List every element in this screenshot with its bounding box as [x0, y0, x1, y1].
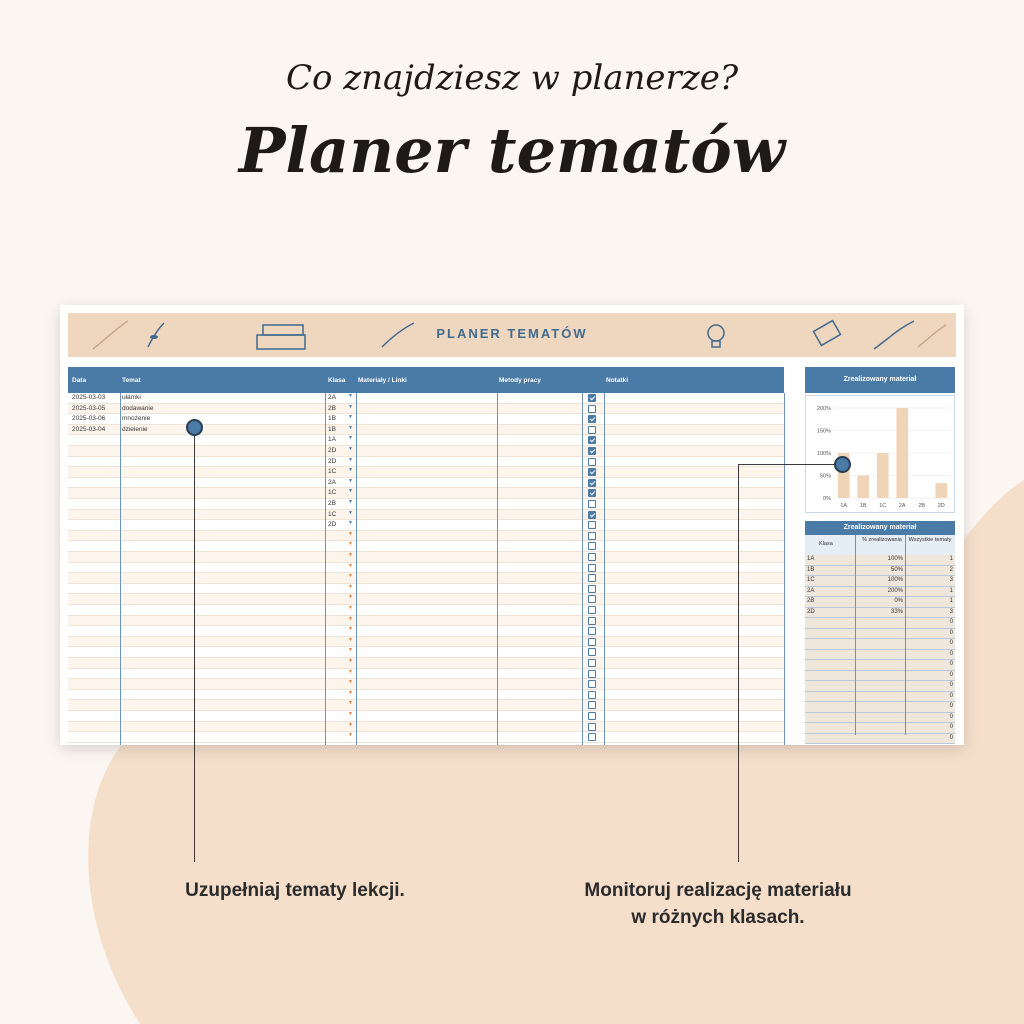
column-header-materials: Materiały / Linki [358, 377, 407, 384]
column-divider [604, 393, 605, 745]
chart-bar-1B [857, 476, 869, 499]
chart-y-tick-label: 0% [823, 496, 831, 502]
chart-bar-2D [935, 483, 947, 498]
summary-cell-cls: 1B [807, 566, 815, 573]
summary-cell-cls: 2D [807, 608, 815, 615]
row-date-cell: 2025-03-03 [72, 394, 106, 401]
table-row[interactable] [68, 637, 784, 648]
table-row[interactable] [68, 626, 784, 637]
done-checkbox[interactable] [588, 585, 596, 593]
class-dropdown-icon[interactable]: ▼ [348, 562, 353, 569]
chart-x-tick-label: 1B [859, 503, 867, 509]
summary-row [805, 587, 955, 598]
column-header-topic: Temat [122, 377, 141, 384]
table-row[interactable] [68, 488, 784, 499]
class-dropdown-icon[interactable]: ▼ [348, 530, 353, 537]
summary-cell-total: 0 [949, 661, 953, 667]
chart-x-tick-label: 2B [918, 503, 926, 509]
summary-row [805, 608, 955, 619]
completion-chart [805, 395, 955, 513]
row-class-cell: 1A [328, 436, 336, 444]
class-dropdown-icon[interactable]: ▼ [348, 700, 353, 707]
done-checkbox[interactable] [588, 723, 596, 731]
table-row[interactable] [68, 679, 784, 690]
summary-cell-cls: 2A [807, 587, 815, 594]
chart-title: Zrealizowany materiał [805, 367, 955, 393]
done-checkbox[interactable] [588, 691, 596, 699]
class-dropdown-icon[interactable]: ▼ [348, 573, 353, 580]
table-header [68, 367, 784, 393]
table-row[interactable] [68, 605, 784, 616]
table-row[interactable] [68, 457, 784, 468]
done-checkbox[interactable] [588, 574, 596, 582]
summary-cell-pct: 0% [894, 598, 903, 604]
summary-row [805, 629, 955, 640]
class-dropdown-icon[interactable]: ▼ [348, 689, 353, 696]
class-dropdown-icon[interactable]: ▼ [348, 583, 353, 590]
summary-cell-total: 0 [949, 713, 953, 720]
class-dropdown-icon[interactable]: ▼ [348, 658, 353, 664]
row-class-cell: 1C [328, 468, 337, 476]
chart-y-tick-label: 100% [816, 451, 831, 457]
planner-banner [68, 313, 956, 357]
summary-table-header [805, 535, 955, 555]
summary-row [805, 734, 955, 745]
column-divider [356, 393, 357, 745]
class-dropdown-icon[interactable]: ▼ [348, 393, 353, 399]
table-row[interactable] [68, 446, 784, 457]
summary-row [805, 692, 955, 703]
summary-row [805, 597, 955, 608]
chart-x-tick-label: 1C [879, 503, 887, 509]
class-dropdown-icon[interactable]: ▼ [348, 403, 353, 410]
done-checkbox[interactable] [588, 733, 596, 741]
summary-cell-pct: 100% [887, 556, 903, 562]
row-topic-cell: mnożenie [122, 415, 151, 423]
summary-cell-total: 0 [949, 724, 953, 730]
summary-cell-total: 3 [949, 577, 953, 583]
summary-divider [905, 535, 906, 735]
row-class-cell: 2B [328, 500, 336, 507]
done-checkbox[interactable] [588, 627, 596, 635]
done-checkbox[interactable] [588, 532, 596, 540]
chart-x-tick-label: 1A [840, 503, 848, 509]
table-row[interactable] [68, 563, 784, 574]
done-checkbox[interactable] [588, 680, 596, 688]
done-checkbox[interactable] [588, 595, 596, 603]
class-dropdown-icon[interactable]: ▼ [348, 488, 353, 495]
summary-col-class: Klasa [819, 541, 833, 547]
chart-x-tick-label: 2A [898, 503, 906, 509]
summary-col-percent: % zrealizowania [862, 537, 902, 543]
row-class-cell: 1B [328, 425, 336, 433]
class-dropdown-icon[interactable]: ▼ [348, 626, 353, 633]
done-checkbox[interactable] [588, 468, 596, 476]
chart-bar-1C [877, 453, 889, 498]
row-date-cell: 2025-03-05 [72, 404, 106, 412]
summary-cell-total: 1 [949, 587, 953, 594]
table-row[interactable] [68, 478, 784, 489]
row-date-cell: 2025-03-06 [72, 415, 106, 423]
row-class-cell: 2B [328, 404, 336, 412]
summary-cell-cls: 1C [807, 577, 815, 583]
row-topic-cell: dodawanie [122, 404, 154, 412]
summary-cell-total: 1 [949, 598, 953, 604]
row-date-cell: 2025-03-04 [72, 425, 106, 433]
summary-row [805, 639, 955, 650]
table-row[interactable] [68, 722, 784, 733]
done-checkbox[interactable] [588, 564, 596, 572]
table-row[interactable] [68, 658, 784, 669]
class-dropdown-icon[interactable]: ▼ [348, 679, 353, 686]
column-header-date: Data [72, 377, 87, 384]
summary-cell-pct: 200% [887, 587, 903, 594]
callout-line-right-horizontal [738, 464, 838, 465]
class-dropdown-icon[interactable]: ▼ [348, 477, 353, 484]
table-row[interactable] [68, 594, 784, 605]
summary-cell-total: 0 [949, 734, 953, 741]
table-row[interactable] [68, 552, 784, 563]
done-checkbox[interactable] [588, 436, 596, 444]
caption-right-line1: Monitoruj realizację materiału [584, 880, 852, 901]
callout-dot-right [834, 456, 851, 473]
table-row[interactable] [68, 404, 784, 415]
done-checkbox[interactable] [588, 659, 596, 667]
done-checkbox[interactable] [588, 542, 596, 550]
done-checkbox[interactable] [588, 511, 596, 519]
class-dropdown-icon[interactable]: ▼ [348, 541, 353, 548]
chart-y-tick-label: 50% [819, 473, 831, 480]
summary-cell-total: 3 [949, 608, 953, 615]
summary-cell-total: 0 [949, 650, 953, 657]
done-checkbox[interactable] [588, 415, 596, 423]
row-class-cell: 2A [328, 478, 336, 486]
column-divider [582, 393, 583, 745]
banner-title: PLANER TEMATÓW [436, 326, 588, 341]
summary-row [805, 650, 955, 661]
class-dropdown-icon[interactable]: ▼ [348, 668, 353, 675]
class-dropdown-icon[interactable]: ▼ [348, 711, 353, 717]
summary-row [805, 702, 955, 713]
chart-y-tick-label: 150% [816, 428, 831, 435]
class-dropdown-icon[interactable]: ▼ [348, 636, 353, 643]
summary-cell-pct: 33% [890, 608, 903, 615]
summary-cell-total: 0 [949, 629, 953, 636]
summary-row [805, 671, 955, 682]
done-checkbox[interactable] [588, 426, 596, 434]
column-header-methods: Metody pracy [499, 377, 541, 384]
headline-subtitle: Co znajdziesz w planerze? [285, 58, 739, 98]
done-checkbox[interactable] [588, 458, 596, 466]
table-row[interactable] [68, 541, 784, 552]
callout-dot-left [186, 419, 203, 436]
table-row[interactable] [68, 573, 784, 584]
summary-row [805, 618, 955, 629]
summary-cell-total: 0 [949, 682, 953, 688]
summary-row [805, 555, 955, 566]
planner-spreadsheet [60, 305, 964, 745]
done-checkbox[interactable] [588, 489, 596, 497]
summary-row [805, 713, 955, 724]
table-row[interactable] [68, 414, 784, 425]
table-row[interactable] [68, 425, 784, 436]
class-dropdown-icon[interactable]: ▼ [348, 456, 353, 463]
done-checkbox[interactable] [588, 500, 596, 508]
summary-row [805, 566, 955, 577]
table-row[interactable] [68, 700, 784, 711]
done-checkbox[interactable] [588, 606, 596, 614]
chart-bar-2A [896, 408, 908, 498]
headline-title: Planer tematów [238, 114, 786, 187]
summary-cell-total: 0 [949, 640, 953, 646]
row-class-cell: 2D [328, 457, 337, 465]
summary-table-title: Zrealizowany materiał [805, 521, 955, 535]
summary-row [805, 681, 955, 692]
class-dropdown-icon[interactable]: ▼ [348, 605, 353, 611]
class-dropdown-icon[interactable]: ▼ [348, 414, 353, 421]
class-dropdown-icon[interactable]: ▼ [348, 520, 353, 527]
class-dropdown-icon[interactable]: ▼ [348, 647, 353, 654]
summary-cell-total: 0 [949, 619, 953, 625]
done-checkbox[interactable] [588, 648, 596, 656]
row-class-cell: 1C [328, 489, 337, 497]
summary-divider [855, 535, 856, 735]
done-checkbox[interactable] [588, 394, 596, 402]
chart-x-tick-label: 2D [937, 503, 945, 509]
table-row[interactable] [68, 690, 784, 701]
caption-right-line2: w różnych klasach. [631, 907, 805, 928]
table-row[interactable] [68, 531, 784, 542]
row-class-cell: 1B [328, 415, 336, 423]
class-dropdown-icon[interactable]: ▼ [348, 615, 353, 622]
row-class-cell: 2A [328, 394, 336, 401]
summary-row [805, 660, 955, 671]
row-class-cell: 2D [328, 521, 337, 529]
column-divider [784, 393, 785, 745]
summary-cell-total: 0 [949, 671, 953, 678]
column-divider [325, 393, 326, 745]
table-row[interactable] [68, 647, 784, 658]
summary-cell-total: 1 [949, 556, 953, 562]
summary-row [805, 576, 955, 587]
callout-line-left [194, 428, 195, 862]
summary-cell-cls: 1A [807, 556, 815, 562]
done-checkbox[interactable] [588, 479, 596, 487]
class-dropdown-icon[interactable]: ▼ [348, 732, 353, 739]
row-class-cell: 1C [328, 510, 337, 518]
table-row[interactable] [68, 584, 784, 595]
callout-line-right [738, 464, 739, 862]
table-row[interactable] [68, 435, 784, 446]
done-checkbox[interactable] [588, 405, 596, 413]
class-dropdown-icon[interactable]: ▼ [348, 509, 353, 516]
class-dropdown-icon[interactable]: ▼ [348, 435, 353, 442]
done-checkbox[interactable] [588, 701, 596, 709]
done-checkbox[interactable] [588, 521, 596, 529]
column-divider [120, 393, 121, 745]
caption-left: Uzupełniaj tematy lekcji. [185, 880, 405, 901]
done-checkbox[interactable] [588, 638, 596, 646]
table-row[interactable] [68, 499, 784, 510]
done-checkbox[interactable] [588, 553, 596, 561]
class-dropdown-icon[interactable]: ▼ [348, 424, 353, 431]
summary-col-total: Wszystkie tematy [908, 537, 952, 543]
summary-cell-pct: 50% [890, 566, 903, 573]
table-row[interactable] [68, 520, 784, 531]
summary-cell-total: 0 [949, 703, 953, 709]
done-checkbox[interactable] [588, 447, 596, 455]
class-dropdown-icon[interactable]: ▼ [348, 446, 353, 452]
table-row[interactable] [68, 393, 784, 404]
done-checkbox[interactable] [588, 712, 596, 720]
table-row[interactable] [68, 616, 784, 627]
table-row[interactable] [68, 467, 784, 478]
done-checkbox[interactable] [588, 670, 596, 678]
row-class-cell: 2D [328, 447, 337, 454]
summary-cell-cls: 2B [807, 598, 815, 604]
column-divider [497, 393, 498, 745]
class-dropdown-icon[interactable]: ▼ [348, 499, 353, 505]
class-dropdown-icon[interactable]: ▼ [348, 552, 353, 558]
done-checkbox[interactable] [588, 617, 596, 625]
summary-cell-total: 0 [949, 692, 953, 699]
summary-cell-pct: 100% [887, 577, 903, 583]
chart-y-tick-label: 200% [816, 406, 831, 412]
table-row[interactable] [68, 669, 784, 680]
column-header-notes: Notatki [606, 377, 629, 384]
class-dropdown-icon[interactable]: ▼ [348, 467, 353, 474]
class-dropdown-icon[interactable]: ▼ [348, 721, 353, 728]
class-dropdown-icon[interactable]: ▼ [348, 594, 353, 601]
summary-row [805, 723, 955, 734]
summary-cell-total: 2 [949, 566, 953, 573]
row-topic-cell: dzielenie [122, 425, 148, 433]
column-header-class: Klasa [328, 377, 346, 384]
table-row[interactable] [68, 732, 784, 743]
table-row[interactable] [68, 510, 784, 521]
table-row[interactable] [68, 711, 784, 722]
row-topic-cell: ułamki [122, 394, 141, 401]
